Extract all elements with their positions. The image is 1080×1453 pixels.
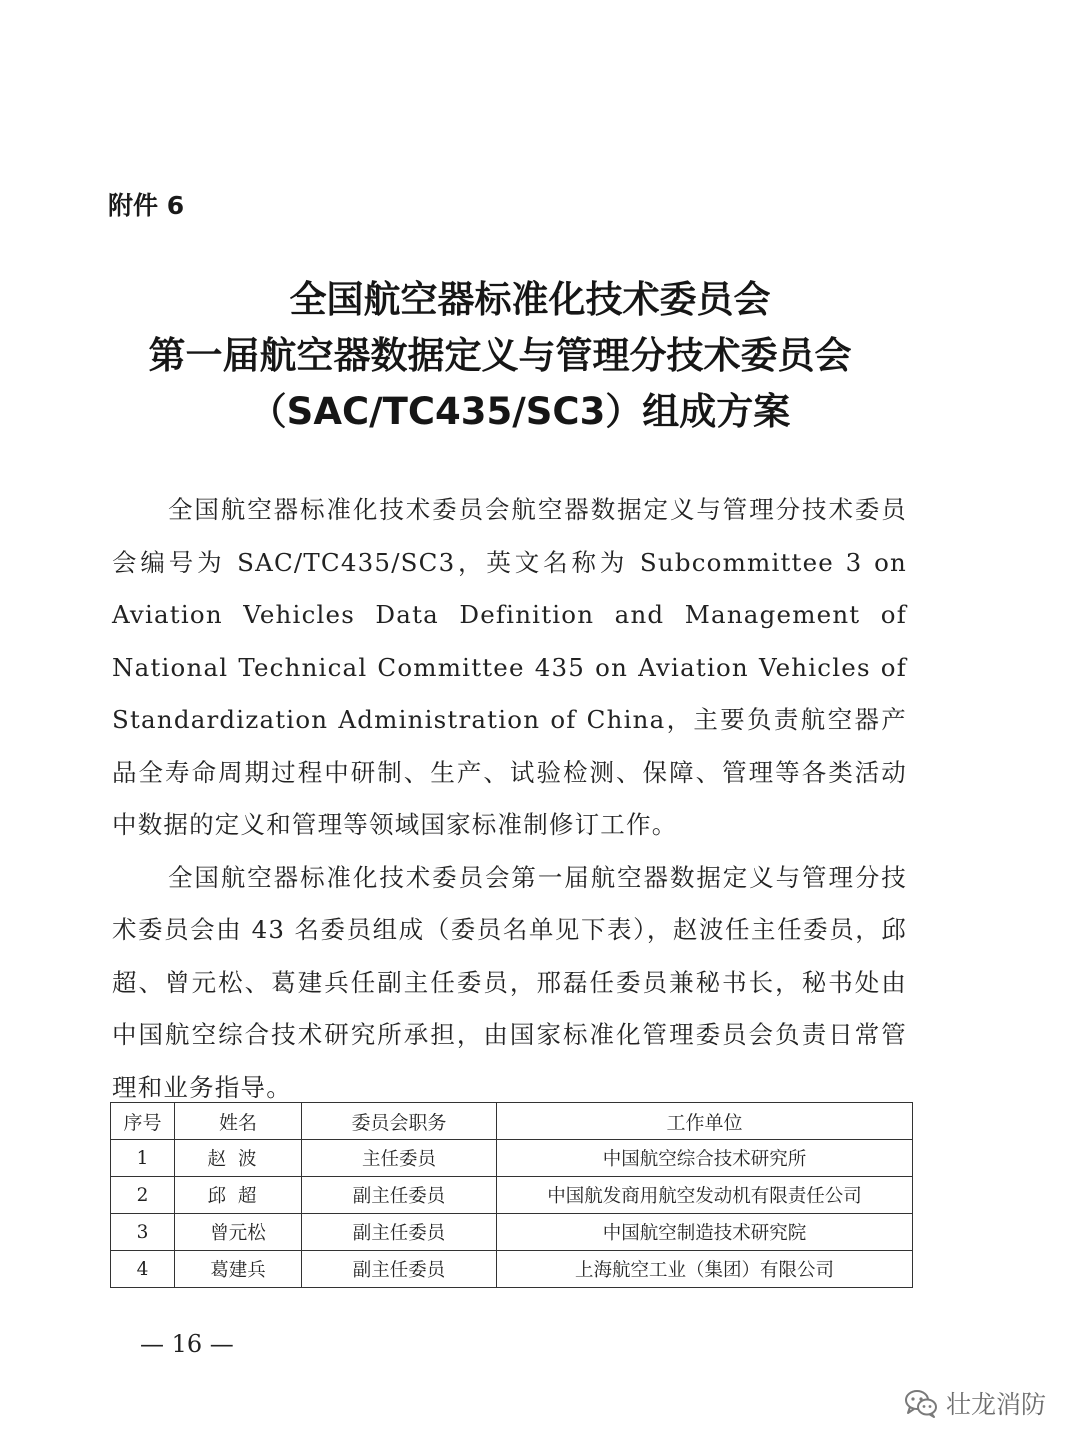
table-row — [111, 1251, 913, 1288]
document-title — [90, 272, 970, 440]
member-table — [110, 1102, 913, 1288]
table-row — [111, 1177, 913, 1214]
cell-role: 副主任委员 — [302, 1177, 497, 1214]
cell-index: 1 — [111, 1140, 175, 1177]
wechat-icon — [904, 1388, 938, 1418]
cell-role: 副主任委员 — [302, 1251, 497, 1288]
header-index: 序号 — [111, 1103, 175, 1140]
cell-role: 副主任委员 — [302, 1214, 497, 1251]
cell-index: 2 — [111, 1177, 175, 1214]
title-line-3: （SAC/TC435/SC3）组成方案 — [249, 390, 791, 433]
header-role: 委员会职务 — [302, 1103, 497, 1140]
paragraph-2: 全国航空器标准化技术委员会第一届航空器数据定义与管理分技术委员会由 43 名委员组成（委员名单见下表），赵波任主任委员，邱超、曾元松、葛建兵任副主任委员，邢磊任委员兼秘书长，秘书处由中国航空综合技术研究所承担，由国家标准化管理委员会负责日常管理和业务指导。 — [112, 862, 907, 1102]
cell-role: 主任委员 — [302, 1140, 497, 1177]
cell-organization: 中国航空综合技术研究所 — [497, 1140, 913, 1177]
cell-name: 邱超 — [175, 1177, 302, 1214]
title-line-2: 第一届航空器数据定义与管理分技术委员会 — [148, 334, 852, 377]
header-organization: 工作单位 — [497, 1103, 913, 1140]
cell-name: 曾元松 — [175, 1214, 302, 1251]
watermark — [904, 1385, 1046, 1421]
cell-index: 3 — [111, 1214, 175, 1251]
cell-organization: 上海航空工业（集团）有限公司 — [497, 1251, 913, 1288]
table-row — [111, 1140, 913, 1177]
cell-name: 赵波 — [175, 1140, 302, 1177]
title-line-1: 全国航空器标准化技术委员会 — [289, 278, 771, 321]
cell-organization: 中国航空制造技术研究院 — [497, 1214, 913, 1251]
paragraph-1: 全国航空器标准化技术委员会航空器数据定义与管理分技术委员会编号为 SAC/TC435/SC3，英文名称为 Subcommittee 3 on Aviation Vehicles Data Definition and Management of National Technical Committee 435 on Aviation Vehicles of Standardization Administration of China，主要负责航空器产品全寿命周期过程中研制、生产、试验检测、保障、管理等各类活动中数据的定义和管理等领域国家标准制修订工作。 — [112, 495, 907, 839]
body-text — [112, 484, 907, 1114]
table-row — [111, 1214, 913, 1251]
cell-index: 4 — [111, 1251, 175, 1288]
table-header-row — [111, 1103, 913, 1140]
cell-name: 葛建兵 — [175, 1251, 302, 1288]
header-name: 姓名 — [175, 1103, 302, 1140]
watermark-text: 壮龙消防 — [945, 1390, 1046, 1419]
attachment-label: 附件 6 — [108, 191, 185, 220]
cell-organization: 中国航发商用航空发动机有限责任公司 — [497, 1177, 913, 1214]
page-number: — 16 — — [140, 1330, 234, 1358]
